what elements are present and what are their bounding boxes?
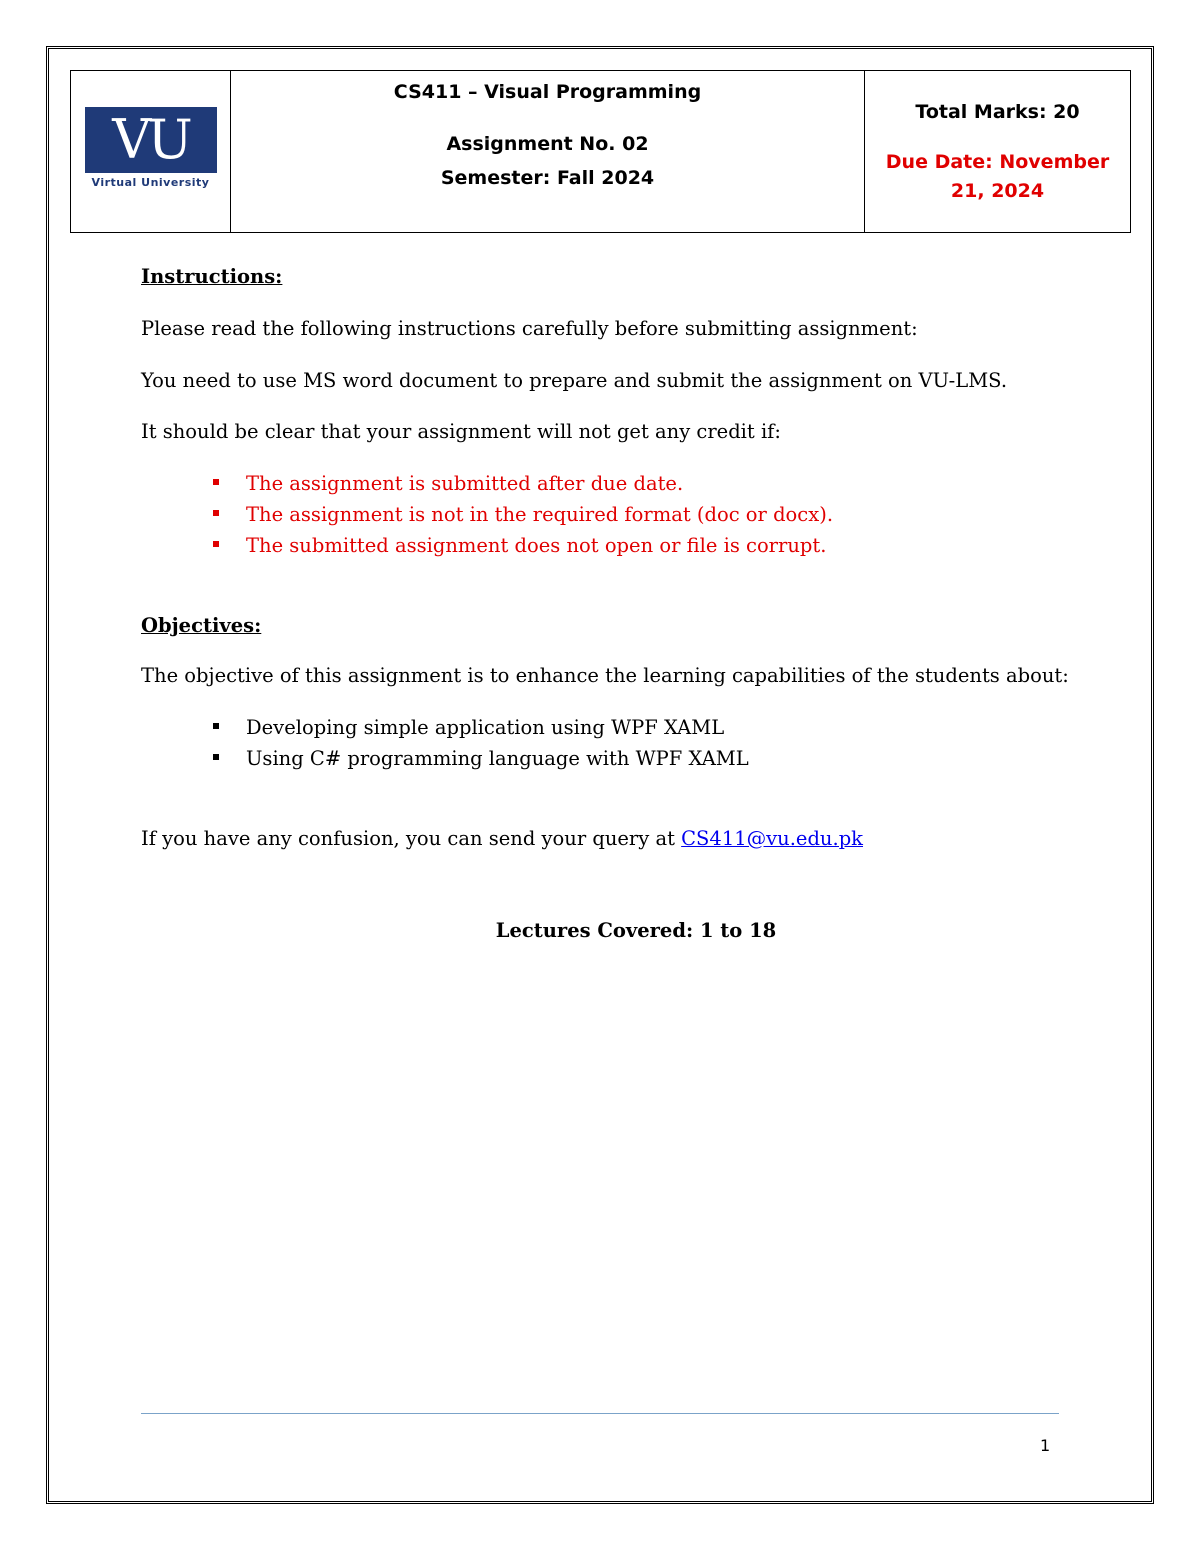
instructions-credit: It should be clear that your assignment will not get any credit if: bbox=[141, 420, 781, 443]
document-body bbox=[141, 258, 1081, 965]
bullet-icon bbox=[213, 723, 219, 729]
header-table bbox=[70, 70, 1131, 233]
marks-cell bbox=[865, 71, 1130, 232]
list-item: Using C# programming language with WPF XAML bbox=[246, 743, 1081, 774]
bullet-icon bbox=[213, 541, 219, 547]
list-item: The assignment is submitted after due date. bbox=[246, 468, 1081, 499]
total-marks: Total Marks: 20 bbox=[915, 101, 1080, 123]
list-item: The assignment is not in the required format (doc or docx). bbox=[246, 499, 1081, 530]
lectures-covered: Lectures Covered: 1 to 18 bbox=[495, 919, 777, 942]
instructions-intro: Please read the following instructions carefully before submitting assignment: bbox=[141, 317, 918, 340]
bullet-icon bbox=[213, 479, 219, 485]
instructions-heading: Instructions: bbox=[141, 265, 283, 288]
due-date: Due Date: November 21, 2024 bbox=[885, 151, 1110, 202]
list-item: The submitted assignment does not open or file is corrupt. bbox=[246, 530, 1081, 561]
course-title: CS411 – Visual Programming bbox=[393, 81, 702, 103]
title-cell bbox=[231, 71, 865, 232]
instructions-format: You need to use MS word document to prepare and submit the assignment on VU-LMS. bbox=[141, 369, 1008, 392]
bullet-icon bbox=[213, 510, 219, 516]
objectives-intro: The objective of this assignment is to enhance the learning capabilities of the students about: bbox=[141, 664, 1069, 687]
page-number: 1 bbox=[1040, 1436, 1051, 1455]
objectives-list bbox=[141, 712, 1081, 774]
semester: Semester: Fall 2024 bbox=[440, 167, 655, 189]
vu-logo bbox=[85, 107, 217, 197]
list-item: Developing simple application using WPF XAML bbox=[246, 712, 1081, 743]
objectives-heading: Objectives: bbox=[141, 614, 262, 637]
instructions-list bbox=[141, 468, 1081, 561]
vu-logo-mark: VU bbox=[85, 107, 217, 173]
email-link[interactable]: CS411@vu.edu.pk bbox=[681, 827, 863, 850]
logo-cell bbox=[71, 71, 231, 232]
bullet-icon bbox=[213, 754, 219, 760]
vu-logo-subtitle: Virtual University bbox=[91, 175, 210, 189]
contact-line: If you have any confusion, you can send your query at CS411@vu.edu.pk bbox=[141, 827, 863, 850]
assignment-number: Assignment No. 02 bbox=[446, 133, 649, 155]
footer-divider bbox=[141, 1413, 1059, 1414]
